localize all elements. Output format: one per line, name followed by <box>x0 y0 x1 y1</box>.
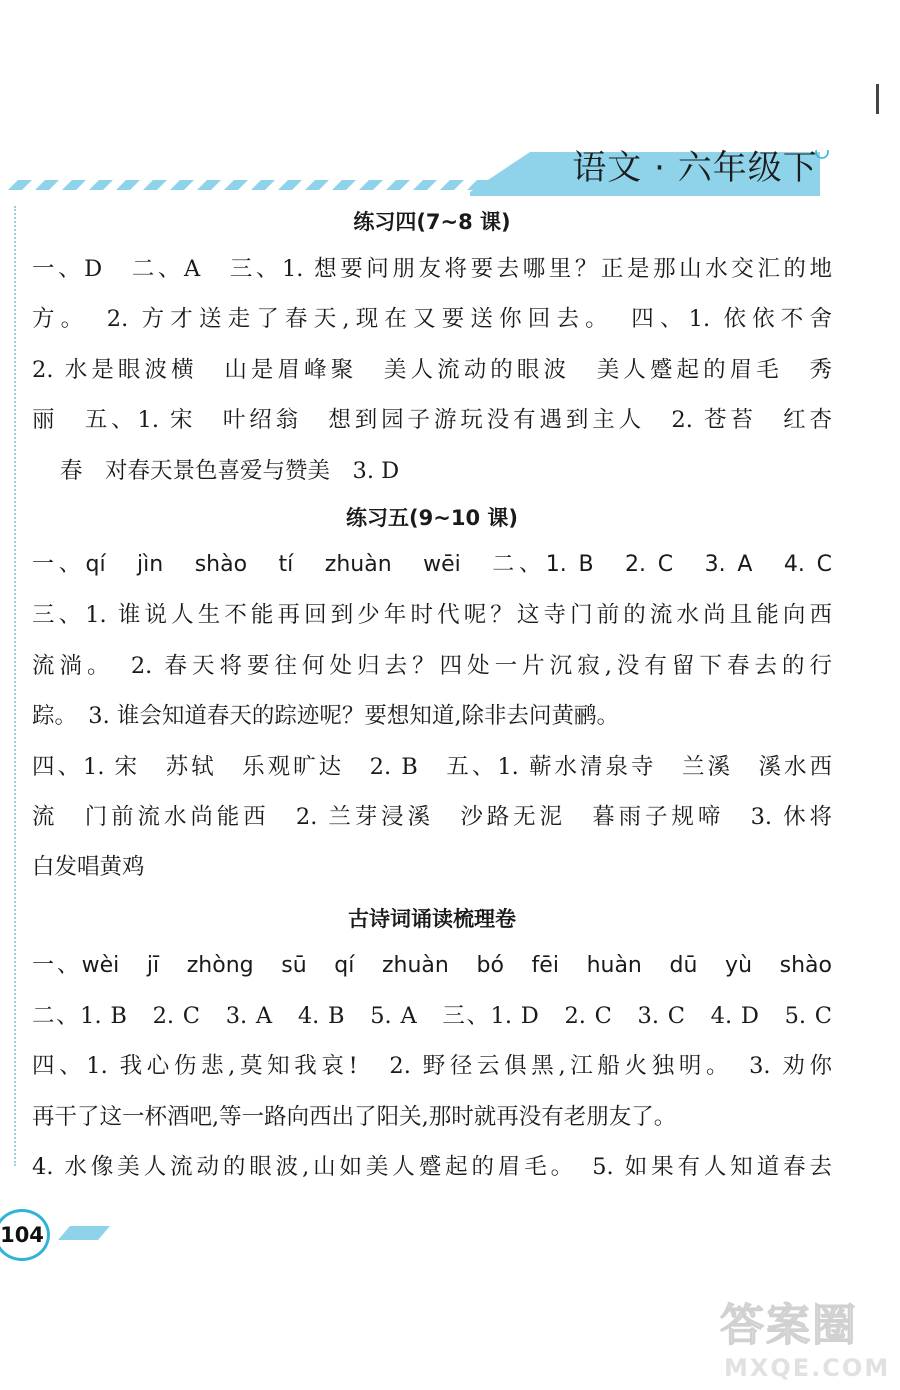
answer-line: 流 门前流水尚能西 2. 兰芽浸溪 沙路无泥 暮雨子规啼 3. 休将 <box>32 803 832 830</box>
answer-line: 四、1. 宋 苏轼 乐观旷达 2. B 五、1. 蕲水清泉寺 兰溪 溪水西 <box>32 753 832 780</box>
margin-dotted-line <box>14 206 16 1166</box>
header-dash <box>305 180 329 190</box>
header-dash <box>332 180 356 190</box>
header-dash <box>359 180 383 190</box>
header-dash <box>35 180 59 190</box>
answer-line: 三、1. 谁说人生不能再回到少年时代呢？这寺门前的流水尚且能向西 <box>32 602 832 629</box>
header-dash <box>62 180 86 190</box>
header-dash <box>440 180 464 190</box>
answer-line: 二、1. B 2. C 3. A 4. B 5. A 三、1. D 2. C 3. C 4. D 5. C <box>32 1003 832 1030</box>
section-title-poetry-review: 古诗词诵读梳理卷 <box>348 906 516 931</box>
watermark-site: MXQE.COM <box>724 1354 891 1382</box>
page-number-stripe <box>52 1222 112 1242</box>
header-dash <box>386 180 410 190</box>
page-number-badge: 104 <box>0 1209 50 1261</box>
answer-content <box>32 200 832 1193</box>
header-dash <box>8 180 32 190</box>
watermark-brand: 答案圈 <box>720 1300 858 1351</box>
header-dash <box>143 180 167 190</box>
subject-title: 语文 · 六年级下 <box>572 148 818 188</box>
answer-line: 流淌。 2. 春天将要往何处归去？四处一片沉寂,没有留下春去的行 <box>32 652 832 679</box>
header-dash <box>251 180 275 190</box>
header-dash <box>89 180 113 190</box>
answer-line: 2. 水是眼波横 山是眉峰聚 美人流动的眼波 美人蹙起的眉毛 秀 <box>32 356 832 383</box>
header-dash <box>278 180 302 190</box>
header-dash <box>170 180 194 190</box>
section-title-exercise-5: 练习五(9~10 课) <box>346 505 518 530</box>
answer-line: 一、D 二、A 三、1. 想要问朋友将要去哪里？正是那山水交汇的地 <box>32 256 832 282</box>
answer-line: 丽 五、1. 宋 叶绍翁 想到园子游玩没有遇到主人 2. 苍苔 红杏 <box>32 407 832 434</box>
corner-mark <box>876 84 879 114</box>
header-dash <box>197 180 221 190</box>
answer-line: 方。 2. 方才送走了春天,现在又要送你回去。 四、1. 依依不舍 <box>32 306 832 333</box>
answer-line: 白发唱黄鸡 <box>32 854 145 881</box>
answer-line: 再干了这一杯酒吧,等一路向西出了阳关,那时就再没有老朋友了。 <box>32 1103 677 1130</box>
answer-line: 四、1. 我心伤悲,莫知我哀! 2. 野径云俱黑,江船火独明。 3. 劝你 <box>32 1053 832 1080</box>
watermark-logo <box>720 1300 895 1385</box>
section-title-exercise-4: 练习四(7~8 课) <box>353 210 511 234</box>
header-dash-stripe <box>8 180 491 190</box>
answer-line-pinyin: 一、qí jìn shào tí zhuàn wēi 二、1. B 2. C 3. A 4. C <box>32 551 832 577</box>
answer-line: 4. 水像美人流动的眼波,山如美人蹙起的眉毛。 5. 如果有人知道春去 <box>32 1154 832 1181</box>
header-dash <box>413 180 437 190</box>
answer-line: 春 对春天景色喜爱与赞美 3. D <box>60 457 400 484</box>
answer-line: 踪。 3. 谁会知道春天的踪迹呢？要想知道,除非去问黄鹂。 <box>32 703 620 730</box>
header-dash <box>116 180 140 190</box>
header-dash <box>224 180 248 190</box>
answer-line-pinyin: 一、wèi jī zhòng sū qí zhuàn bó fēi huàn dū yù shào <box>32 952 832 978</box>
